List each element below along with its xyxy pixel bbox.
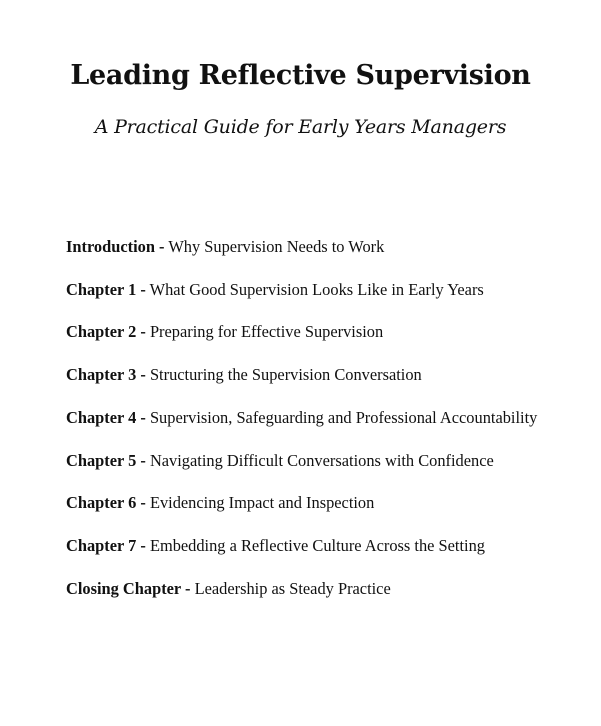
toc-entry-label: Closing Chapter -	[66, 578, 191, 598]
toc-entry-title: Why Supervision Needs to Work	[168, 237, 385, 256]
toc-entry-title: Supervision, Safeguarding and Professional Accountability	[149, 407, 538, 427]
toc-entry-label: Chapter 5 -	[66, 450, 146, 470]
toc-entry-label: Chapter 7 -	[66, 535, 146, 555]
toc-entry-chapter-6	[66, 482, 566, 525]
table-of-contents	[66, 226, 566, 610]
toc-entry-title: Evidencing Impact and Inspection	[149, 493, 375, 513]
document-subtitle: A Practical Guide for Early Years Managers	[94, 116, 507, 138]
toc-entry-label: Chapter 4 -	[66, 407, 146, 427]
toc-entry-introduction	[66, 226, 566, 269]
toc-entry-title: Preparing for Effective Supervision	[149, 322, 384, 342]
toc-entry-label: Chapter 6 -	[66, 493, 146, 513]
toc-entry-label: Chapter 2 -	[66, 322, 146, 342]
toc-entry-chapter-2	[66, 311, 566, 354]
toc-entry-title: Leadership as Steady Practice	[194, 578, 391, 598]
toc-entry-title: Navigating Difficult Conversations with Confidence	[149, 450, 494, 470]
toc-entry-chapter-3	[66, 354, 566, 397]
toc-entry-chapter-7	[66, 525, 566, 568]
toc-entry-chapter-5	[66, 440, 566, 483]
toc-entry-label: Introduction -	[66, 237, 165, 256]
toc-entry-chapter-1	[66, 269, 566, 312]
document-title: Leading Reflective Supervision	[70, 60, 531, 91]
toc-entry-chapter-4	[66, 397, 566, 440]
toc-entry-title: Structuring the Supervision Conversation	[149, 365, 422, 385]
toc-entry-label: Chapter 3 -	[66, 365, 146, 385]
toc-entry-title: Embedding a Reflective Culture Across the Setting	[149, 535, 485, 555]
toc-entry-label: Chapter 1 -	[66, 279, 146, 299]
toc-entry-title: What Good Supervision Looks Like in Early Years	[149, 279, 484, 299]
toc-entry-closing-chapter	[66, 568, 566, 611]
